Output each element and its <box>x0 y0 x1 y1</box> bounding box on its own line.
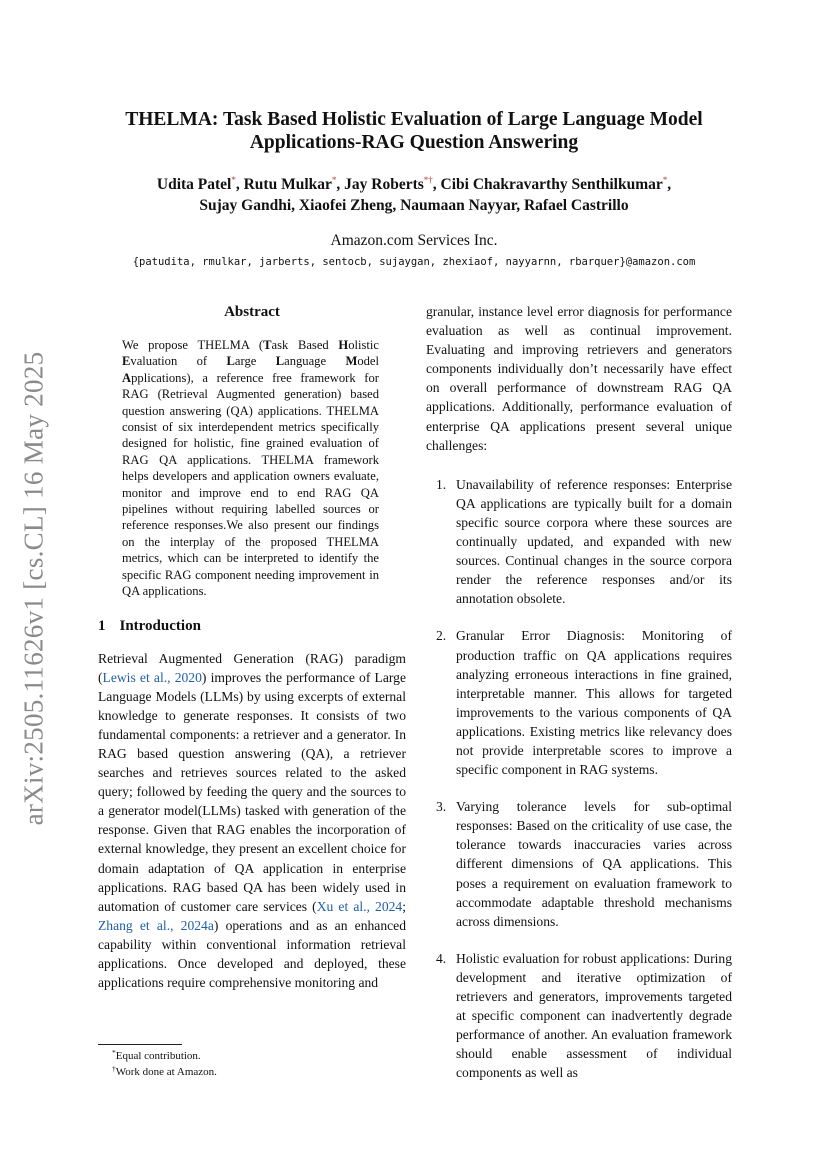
author-name: Naumaan Nayyar <box>400 197 517 214</box>
list-item <box>426 475 732 609</box>
abstract-fragment: valuation of <box>130 354 227 369</box>
intro-paragraph-continued: granular, instance level error diagnosis for performance evaluation as well as continual improvement. Evaluating and improving retrievers and generators components individually don’t necessarily have effect on overall performance of downstream RAG QA applications. Additionally, performance evaluation of enterprise QA applications present several unique challenges: <box>426 304 732 453</box>
list-item <box>426 797 732 931</box>
citation-link[interactable]: Xu et al., 2024 <box>316 898 403 914</box>
acronym-letter: T <box>263 338 272 352</box>
footnote-mark: † <box>112 1064 116 1073</box>
citation-link[interactable]: Lewis et al., 2020 <box>102 669 202 685</box>
paper-title: THELMA: Task Based Holistic Evaluation of Large Language Model Applications-RAG Question Answering <box>125 109 703 153</box>
list-item-text: Varying tolerance levels for sub-optimal responses: Based on the criticality of use case, the tolerance towards inaccuracies varies across different dimensions of QA applications. This poses a requirement on evaluation framework to accommodate adaptable threshold mechanisms across dimensions. <box>456 799 732 929</box>
abstract-text <box>122 337 379 600</box>
author-mark: * <box>231 175 236 185</box>
text-fragment: ) improves the performance of Large Language Models (LLMs) by using excerpts of external knowledge to generate responses. It consists of two fundamental components: a retriever and a generator. In RAG based question answering (QA), a retriever searches and retrieves sources related to the asked query; followed by feeding the query and the sources to a generator model(LLMs) tasked with generation of the response. Given that RAG enables the incorporation of external knowledge, they present an excellent choice for domain adaptation of QA application in enterprise applications. RAG based QA has been widely used in automation of customer care services ( <box>98 669 406 914</box>
text-fragment: Retrieval Augmented Generation (RAG) paradigm ( <box>98 650 406 685</box>
author-mark: * <box>662 175 668 185</box>
abstract-fragment: We propose THELMA ( <box>122 338 264 352</box>
footnote-text: Equal contribution. <box>115 1050 201 1062</box>
list-item-text: Unavailability of reference responses: Enterprise QA applications are typically built for a domain specific source corpora where these sources are continually updated, and expanded with new sources. Continual changes in the source corpora render the reference responses and/or its annotation obsolete. <box>456 476 732 607</box>
acronym-letter: L <box>226 354 235 369</box>
challenges-list <box>426 475 732 1083</box>
arxiv-identifier: arXiv:2505.11626v1 [cs.CL] 16 May 2025 <box>18 351 49 825</box>
abstract-heading: Abstract <box>224 304 280 320</box>
footnotes <box>112 1048 217 1080</box>
acronym-letter: H <box>338 338 349 352</box>
author-name: Cibi Chakravarthy Senthilkumar <box>440 176 663 193</box>
right-column <box>426 302 732 1100</box>
author-emails: {patudita, rmulkar, jarberts, sentocb, sujaygan, zhexiaof, nayyarnn, rbarquer}@amazon.com <box>132 256 696 268</box>
author-name: Rutu Mulkar <box>243 176 332 193</box>
acronym-letter: M <box>345 354 358 369</box>
abstract-fragment: anguage <box>284 354 346 369</box>
abstract-fragment: arge <box>234 354 276 369</box>
footnote-text: Work done at Amazon. <box>115 1066 217 1078</box>
affiliation: Amazon.com Services Inc. <box>330 232 498 249</box>
author-mark: * <box>331 175 337 185</box>
intro-paragraph <box>98 649 406 993</box>
author-name: Rafael Castrillo <box>523 197 629 214</box>
author-name: Sujay Gandhi <box>199 197 292 214</box>
section-title: Introduction <box>119 617 201 634</box>
author-name: Udita Patel <box>156 176 232 193</box>
citation-link[interactable]: Zhang et al., 2024a <box>98 917 214 933</box>
abstract-fragment: pplications), a reference free framework for RAG (Retrieval Augmented generation) based question answering (QA) applications. THELMA consist of six interdependent metrics specifically designed for holistic, fine grained evaluation of RAG QA applications. THELMA framework helps developers and application owners evaluate, monitor and improve end to end RAG QA pipelines without requiring labelled sources or reference responses.We also present our findings on the interplay of the proposed THELMA metrics, which can be interpreted to identify the specific RAG component needing improvement in QA applications. <box>122 370 379 599</box>
abstract-fragment: olistic <box>348 338 379 352</box>
footnote-mark: * <box>112 1048 116 1057</box>
acronym-letter: L <box>275 354 285 369</box>
text-fragment: ; <box>402 898 406 914</box>
list-marker: 1. <box>436 476 447 492</box>
section-heading <box>98 618 406 635</box>
arxiv-side-stamp <box>14 344 54 832</box>
footnote-rule <box>98 1044 182 1045</box>
acronym-letter: E <box>122 354 131 369</box>
footnote <box>112 1064 217 1080</box>
author-list: Udita Patel*, Rutu Mulkar*, Jay Roberts*†, Cibi Chakravarthy Senthilkumar*, Sujay Gandhi, Xiaofei Zheng, Naumaan Nayyar, Rafael Castrillo <box>156 175 672 214</box>
abstract-fragment: odel <box>357 354 380 369</box>
section-number: 1 <box>98 617 106 634</box>
list-item-text: Holistic evaluation for robust applications: During development and iterative optimization of retrievers and generators, improvements targeted at specific component can inadvertently degrade performance of another. An evaluation framework should enable assessment of individual components as well as <box>456 950 732 1081</box>
list-item <box>426 626 732 779</box>
text-fragment: ) operations and as an enhanced capability within conventional information retrieval applications. Once developed and deployed, these applications require comprehensive monitoring and <box>98 917 407 991</box>
list-marker: 4. <box>436 950 447 966</box>
footnote <box>112 1048 217 1064</box>
acronym-letter: A <box>122 370 132 385</box>
author-mark: *† <box>423 175 433 185</box>
abstract-fragment: ask Based <box>271 338 339 352</box>
list-item-text: Granular Error Diagnosis: Monitoring of production traffic on QA applications requires analyzing erroneous interactions in fine grained, interpretable manner. This allows for targeted improvements to the various components of QA applications. Existing metrics like relevancy does not provide interpretable scores to improve a specific component in RAG systems. <box>456 628 732 778</box>
left-column <box>98 304 406 992</box>
author-name: Xiaofei Zheng <box>298 197 393 214</box>
list-marker: 3. <box>436 799 447 815</box>
list-item <box>426 949 732 1083</box>
author-name: Jay Roberts <box>344 176 424 193</box>
list-marker: 2. <box>436 628 447 644</box>
